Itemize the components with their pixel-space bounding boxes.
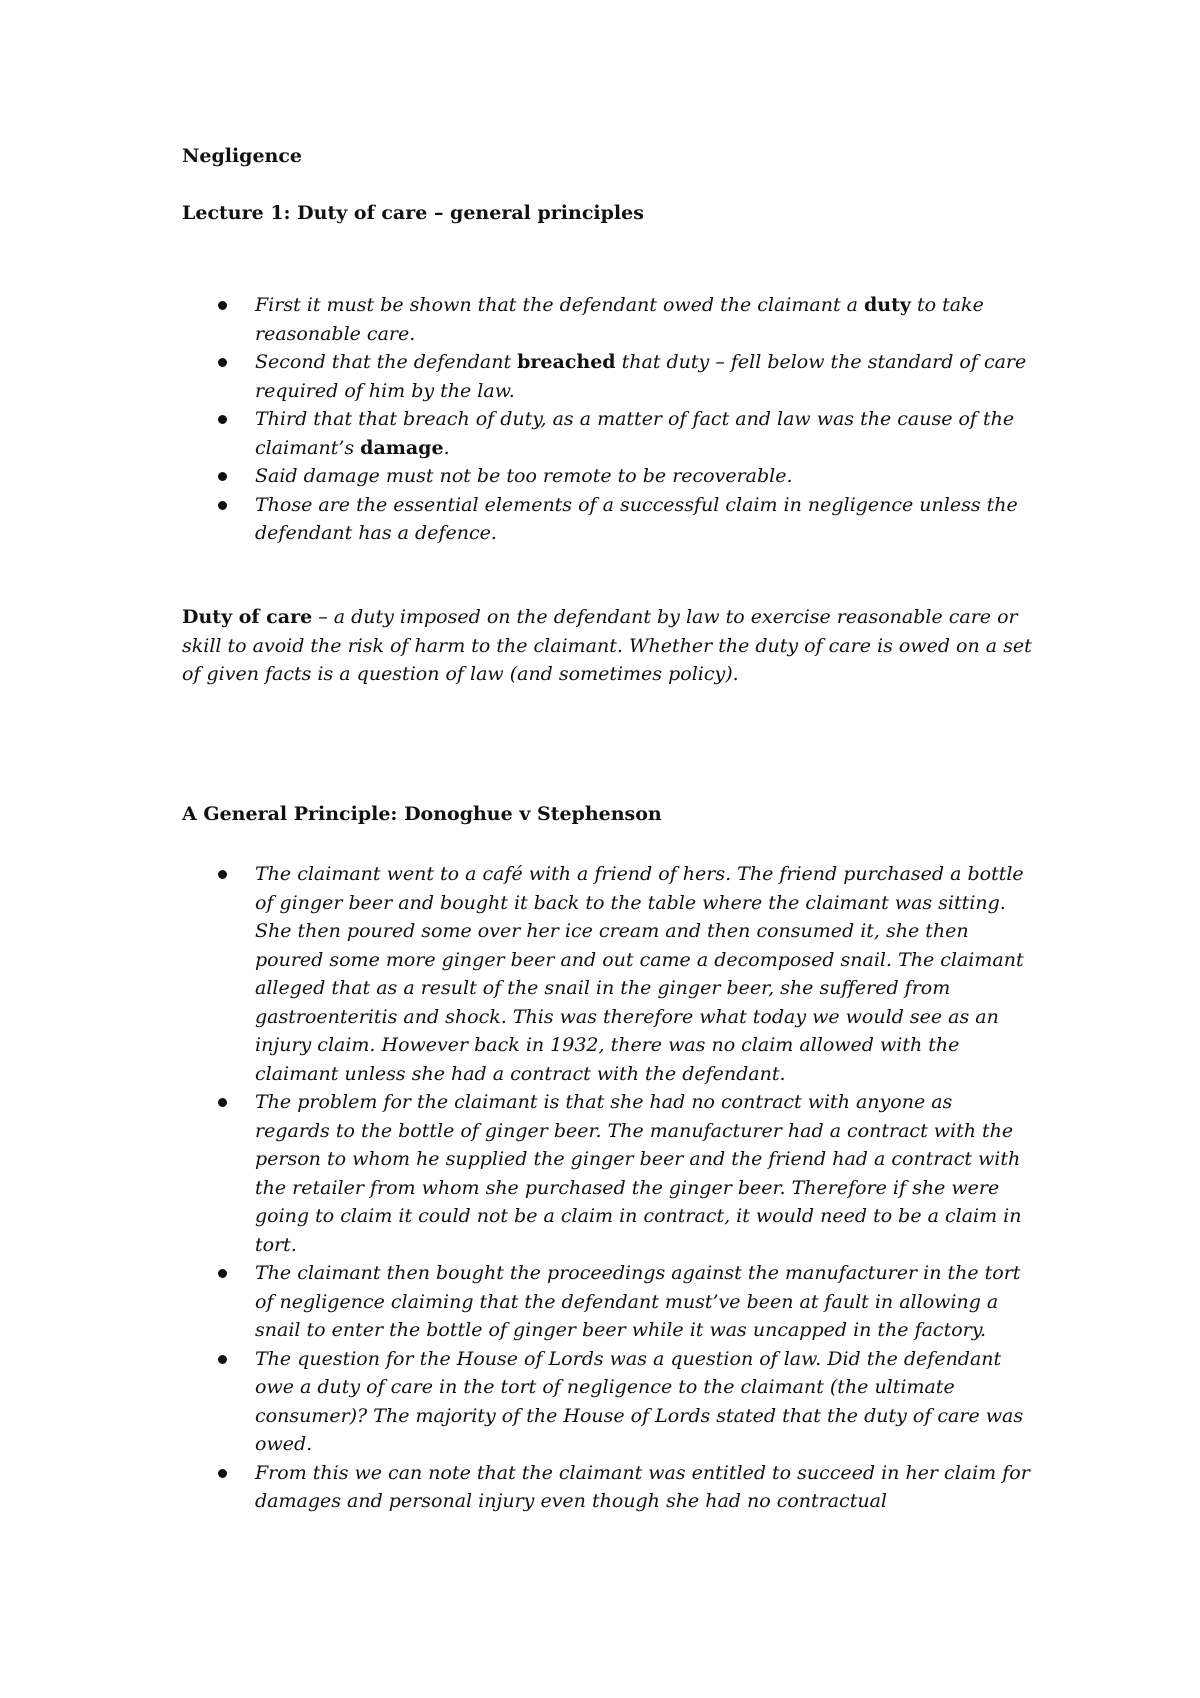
item-text: First it must be shown that the defendant owed the claimant a bbox=[255, 294, 865, 316]
list-item bbox=[182, 348, 1032, 405]
item-text: that duty – fell below the standard of care required of him by the law. bbox=[255, 351, 1027, 402]
duty-of-care-definition bbox=[182, 603, 1032, 689]
lecture-heading: Lecture 1: Duty of care – general principles bbox=[182, 202, 644, 224]
donoghue-list bbox=[182, 860, 1032, 1516]
document-title: Negligence bbox=[182, 145, 303, 167]
list-item: From this we can note that the claimant was entitled to succeed in her claim for damages and personal injury even though she had no contractual bbox=[182, 1459, 1032, 1516]
section-heading: A General Principle: Donoghue v Stephenson bbox=[182, 803, 662, 825]
item-keyword: breached bbox=[517, 351, 616, 373]
item-keyword: duty bbox=[864, 294, 911, 316]
list-item bbox=[182, 491, 1032, 548]
elements-list bbox=[182, 291, 1032, 548]
definition-term: Duty of care bbox=[182, 606, 313, 628]
list-item bbox=[182, 462, 1032, 491]
list-item bbox=[182, 405, 1032, 462]
list-item: The claimant went to a café with a friend of hers. The friend purchased a bottle of ginger beer and bought it back to the table where the claimant was sitting. She then poured some over her ice cream and then consumed it, she then poured some more ginger beer and out came a decomposed snail. The claimant alleged that as a result of the snail in the ginger beer, she suffered from gastroenteritis and shock. This was therefore what today we would see as an injury claim. However back in 1932, there was no claim allowed with the claimant unless she had a contract with the defendant. bbox=[182, 860, 1032, 1088]
list-item: The problem for the claimant is that she had no contract with anyone as regards to the bottle of ginger beer. The manufacturer had a contract with the person to whom he supplied the ginger beer and the friend had a contract with the retailer from whom she purchased the ginger beer. Therefore if she were going to claim it could not be a claim in contract, it would need to be a claim in tort. bbox=[182, 1088, 1032, 1259]
item-text: . bbox=[443, 436, 450, 459]
list-item: The claimant then bought the proceedings against the manufacturer in the tort of negligence claiming that the defendant must’ve been at fault in allowing a snail to enter the bottle of ginger beer while it was uncapped in the factory. bbox=[182, 1259, 1032, 1345]
list-item: The question for the House of Lords was a question of law. Did the defendant owe a duty of care in the tort of negligence to the claimant (the ultimate consumer)? The majority of the House of Lords stated that the duty of care was owed. bbox=[182, 1345, 1032, 1459]
item-text: Third that that breach of duty, as a matter of fact and law was the cause of the claimant’s bbox=[255, 408, 1015, 459]
item-text: Those are the essential elements of a successful claim in negligence unless the defendant has a defence. bbox=[255, 493, 1018, 544]
definition-body: – a duty imposed on the defendant by law to exercise reasonable care or skill to avoid the risk of harm to the claimant. Whether the duty of care is owed on a set of given facts is a question of law (and sometimes policy). bbox=[182, 606, 1032, 685]
item-text: Second that the defendant bbox=[255, 351, 518, 373]
item-text: Said damage must not be too remote to be recoverable. bbox=[255, 465, 793, 487]
item-keyword: damage bbox=[360, 436, 444, 459]
list-item bbox=[182, 291, 1032, 348]
item-text: to take reasonable care. bbox=[255, 294, 984, 345]
